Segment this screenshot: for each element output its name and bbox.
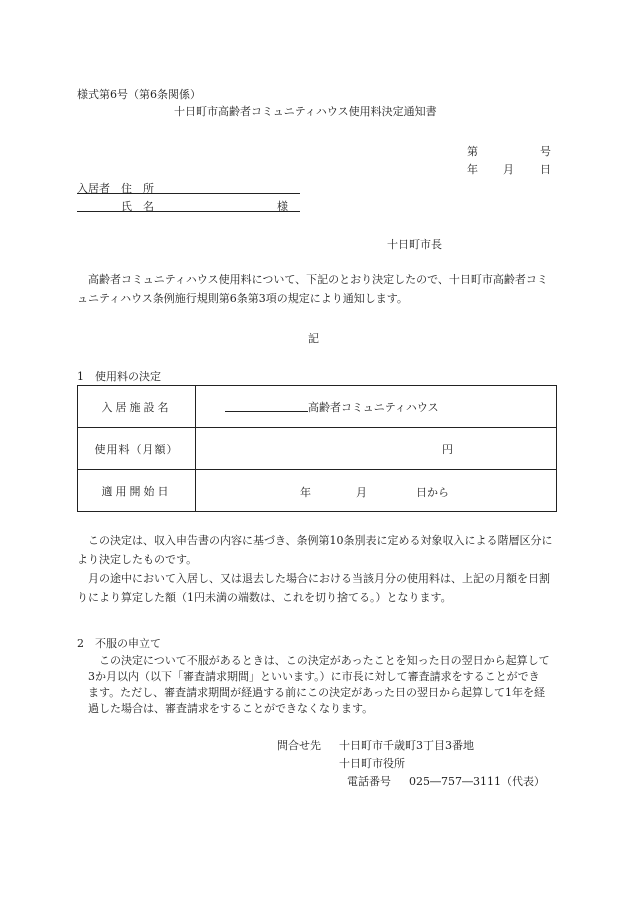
date-day: 日: [540, 163, 551, 176]
form-number: 様式第6号（第6条関係）: [77, 88, 201, 101]
resident-name-line: [77, 211, 300, 212]
resident-label: 入居者: [77, 182, 110, 195]
resident-address-label: 住 所: [121, 182, 154, 195]
table-value-start-date: [196, 470, 557, 512]
date-year: 年: [467, 163, 478, 176]
start-month: 月: [356, 486, 367, 499]
table-label-facility: 入居施設名: [78, 386, 196, 428]
contact-office: 十日町市役所: [339, 757, 405, 770]
para-proration: 月の途中において入居し、又は退去した場合における当該月分の使用料は、上記の月額を日割りにより算定した額（1円未満の端数は、これを切り捨てる。）となります。: [77, 572, 550, 604]
start-day: 日から: [416, 486, 449, 499]
contact-address: 十日町市千歳町3丁目3番地: [339, 739, 474, 752]
doc-number-go: 号: [540, 145, 551, 158]
table-value-facility: [196, 386, 557, 428]
table-row: [78, 470, 557, 512]
section2-body: この決定について不服があるときは、この決定があったことを知った日の翌日から起算して3か月以内（以下「審査請求期間」といいます。）に市長に対して審査請求をすることができます。ただし、審査請求期間が経過する前にこの決定があった日の翌日から起算して1年を経過した場合は、審査請求をすることができなくなります。: [88, 654, 550, 715]
facility-blank: [225, 411, 308, 412]
issuer: 十日町市長: [387, 238, 442, 251]
table-row: [78, 428, 557, 470]
facility-name: 高齢者コミュニティハウス: [308, 400, 439, 414]
doc-number-dai: 第: [467, 145, 478, 158]
start-year: 年: [300, 486, 311, 499]
section2-heading: 2 不服の申立て: [77, 637, 161, 650]
table-label-start-date: 適用開始日: [78, 470, 196, 512]
contact-phone-label: 電話番号: [347, 775, 391, 788]
resident-name-label: 氏 名: [121, 200, 154, 213]
contact-label: 問合せ先: [277, 739, 321, 752]
resident-sama: 様: [277, 200, 288, 213]
contact-phone: 025―757―3111（代表）: [409, 775, 545, 788]
table-row: [78, 386, 557, 428]
resident-address-line: [77, 193, 300, 194]
ki-marker: 記: [308, 332, 319, 345]
section1-heading: 1 使用料の決定: [77, 370, 161, 383]
table-label-fee: 使用料（月額）: [78, 428, 196, 470]
intro-paragraph: 高齢者コミュニティハウス使用料について、下記のとおり決定したので、十日町市高齢者コミュニティハウス条例施行規則第6条第3項の規定により通知します。: [77, 273, 548, 305]
para-decision-basis: この決定は、収入申告書の内容に基づき、条例第10条別表に定める対象収入による階層区分により決定したものです。: [77, 534, 553, 566]
table-value-fee: 円: [196, 428, 557, 470]
page-title: 十日町市高齢者コミュニティハウス使用料決定通知書: [174, 105, 437, 118]
fee-table: [77, 385, 557, 512]
date-month: 月: [503, 163, 514, 176]
